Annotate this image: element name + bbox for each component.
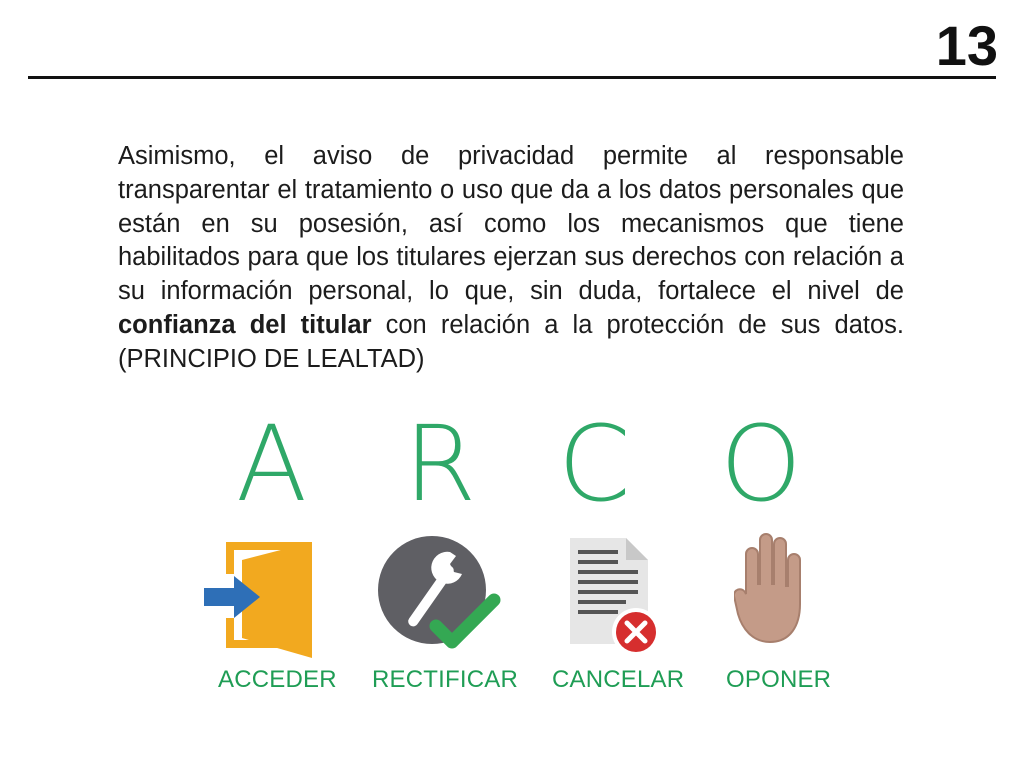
body-text-part-2: con relación a la protección de sus datos. (PRINCIPIO DE LEALTAD) bbox=[118, 310, 904, 373]
door-enter-icon bbox=[200, 534, 320, 660]
arco-letter-c: C bbox=[558, 403, 631, 525]
arco-letter-a: A bbox=[236, 403, 308, 525]
wrench-check-icon bbox=[376, 532, 506, 656]
label-oponer: OPONER bbox=[726, 666, 832, 693]
label-acceder: ACCEDER bbox=[218, 666, 337, 693]
title-divider bbox=[28, 76, 996, 79]
arco-letter-r: R bbox=[404, 403, 477, 525]
body-text-bold: confianza del titular bbox=[118, 310, 372, 339]
raised-hand-icon bbox=[734, 530, 810, 646]
label-cancelar: CANCELAR bbox=[552, 666, 685, 693]
document-cancel-icon bbox=[564, 534, 674, 660]
arco-letter-o: O bbox=[720, 403, 802, 525]
body-text-part-1: Asimismo, el aviso de privacidad permite al responsable transparentar el tratamiento o uso que da a los datos personales que están en su posesión, así como los mecanismos que tiene habilitados para que los titulares ejerzan sus derechos con relación a su información personal, lo que, sin duda, fortalece el nivel de bbox=[118, 142, 904, 306]
body-paragraph bbox=[118, 140, 904, 377]
label-rectificar: RECTIFICAR bbox=[372, 666, 518, 693]
slide-number: 13 bbox=[935, 14, 998, 77]
